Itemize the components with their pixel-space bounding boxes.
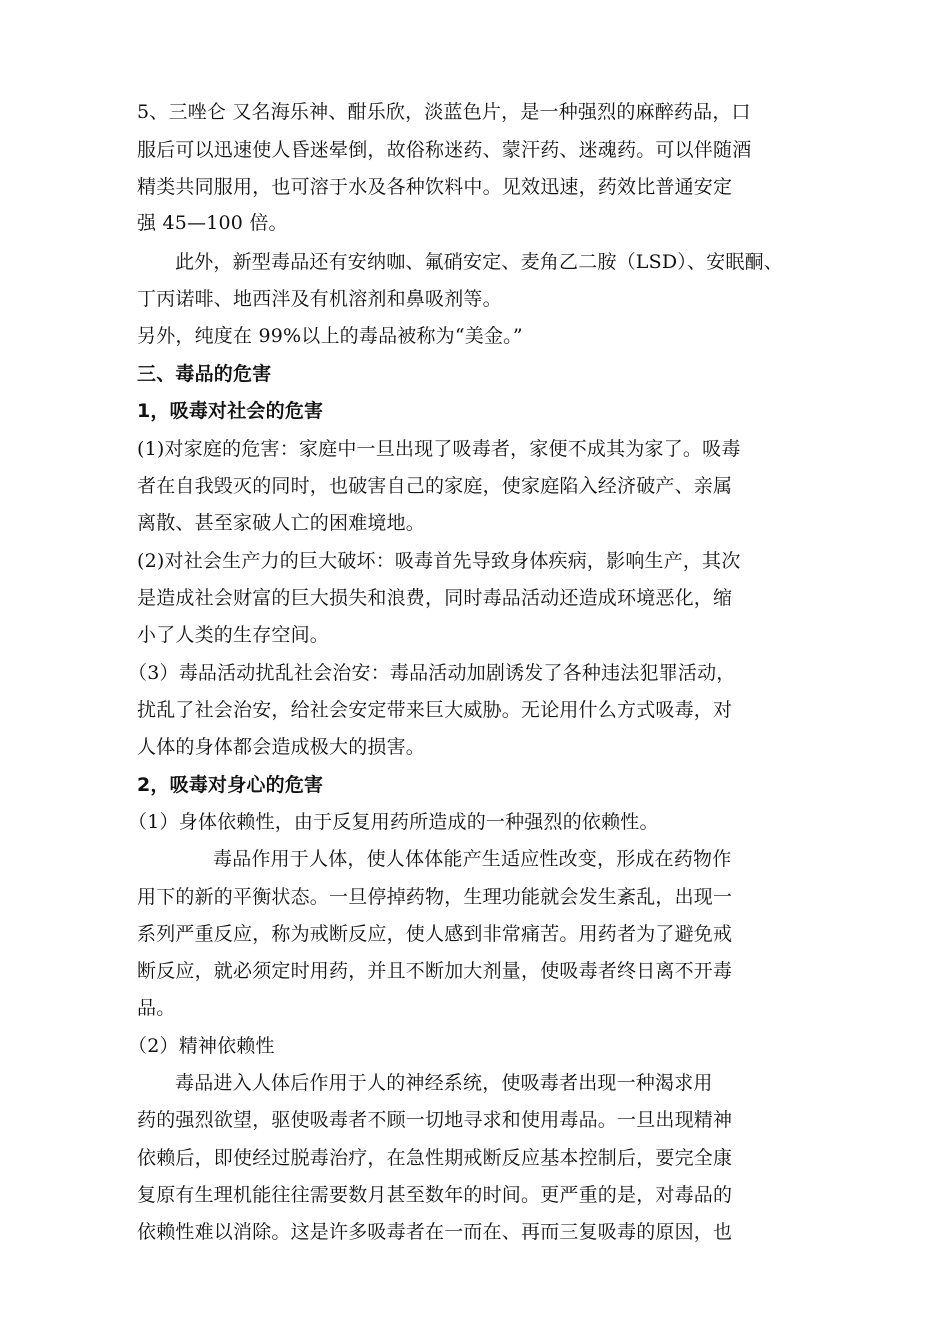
text-line: 离散、甚至家破人亡的困难境地。 [137, 512, 426, 534]
text-line: 毒品进入人体后作用于人的神经系统，使吸毒者出现一种渴求用 [175, 1072, 713, 1094]
text-line: 复原有生理机能往往需要数月甚至数年的时间。更严重的是，对毒品的 [137, 1184, 733, 1206]
text-line: 用下的新的平衡状态。一旦停掉药物，生理功能就会发生紊乱，出现一 [137, 886, 733, 908]
subsection-heading: 2，吸毒对身心的危害 [137, 774, 324, 796]
text-line: 品。 [137, 997, 176, 1019]
subsection-heading: 1，吸毒对社会的危害 [137, 400, 324, 422]
text-line: 是造成社会财富的巨大损失和浪费，同时毒品活动还造成环境恶化，缩 [137, 587, 733, 609]
text-line: （1）身体依赖性，由于反复用药所造成的一种强烈的依赖性。 [128, 811, 659, 833]
text-line: 精类共同服用，也可溶于水及各种饮料中。见效迅速，药效比普通安定 [137, 176, 733, 198]
text-line: 依赖后，即使经过脱毒治疗，在急性期戒断反应基本控制后，要完全康 [137, 1147, 733, 1169]
text-line: 断反应，就必须定时用药，并且不断加大剂量，使吸毒者终日离不开毒 [137, 960, 733, 982]
text-line: (1)对家庭的危害：家庭中一旦出现了吸毒者，家便不成其为家了。吸毒 [137, 438, 741, 460]
text-line: (2)对社会生产力的巨大破坏：吸毒首先导致身体疾病，影响生产，其次 [137, 550, 741, 572]
text-line: 药的强烈欲望，驱使吸毒者不顾一切地寻求和使用毒品。一旦出现精神 [137, 1109, 733, 1131]
text-line: 另外，纯度在 99%以上的毒品被称为“美金。” [137, 325, 523, 347]
text-line: 强 45—100 倍。 [137, 212, 288, 234]
text-line: 丁丙诺啡、地西泮及有机溶剂和鼻吸剂等。 [137, 288, 502, 310]
text-line: 5、三唑仑 又名海乐神、酣乐欣，淡蓝色片，是一种强烈的麻醉药品，口 [137, 101, 751, 123]
text-line: 服后可以迅速使人昏迷晕倒，故俗称迷药、蒙汗药、迷魂药。可以伴随酒 [137, 139, 752, 161]
text-line: 系列严重反应，称为戒断反应，使人感到非常痛苦。用药者为了避免戒 [137, 923, 733, 945]
text-line: 人体的身体都会造成极大的损害。 [137, 736, 426, 758]
text-line: 扰乱了社会治安，给社会安定带来巨大威胁。无论用什么方式吸毒，对 [137, 699, 733, 721]
text-line: 此外，新型毒品还有安纳咖、氟硝安定、麦角乙二胺（LSD）、安眠酮、 [175, 251, 783, 273]
text-line: （2）精神依赖性 [128, 1035, 275, 1057]
text-line: 小了人类的生存空间。 [137, 624, 330, 646]
text-line: 依赖性难以消除。这是许多吸毒者在一而在、再而三复吸毒的原因，也 [137, 1221, 733, 1243]
text-line: 毒品作用于人体，使人体体能产生适应性改变，形成在药物作 [213, 848, 732, 870]
text-line: （3）毒品活动扰乱社会治安：毒品活动加剧诱发了各种违法犯罪活动， [128, 662, 736, 684]
section-heading: 三、毒品的危害 [137, 363, 272, 385]
text-line: 者在自我毁灭的同时，也破害自己的家庭，使家庭陷入经济破产、亲属 [137, 475, 733, 497]
